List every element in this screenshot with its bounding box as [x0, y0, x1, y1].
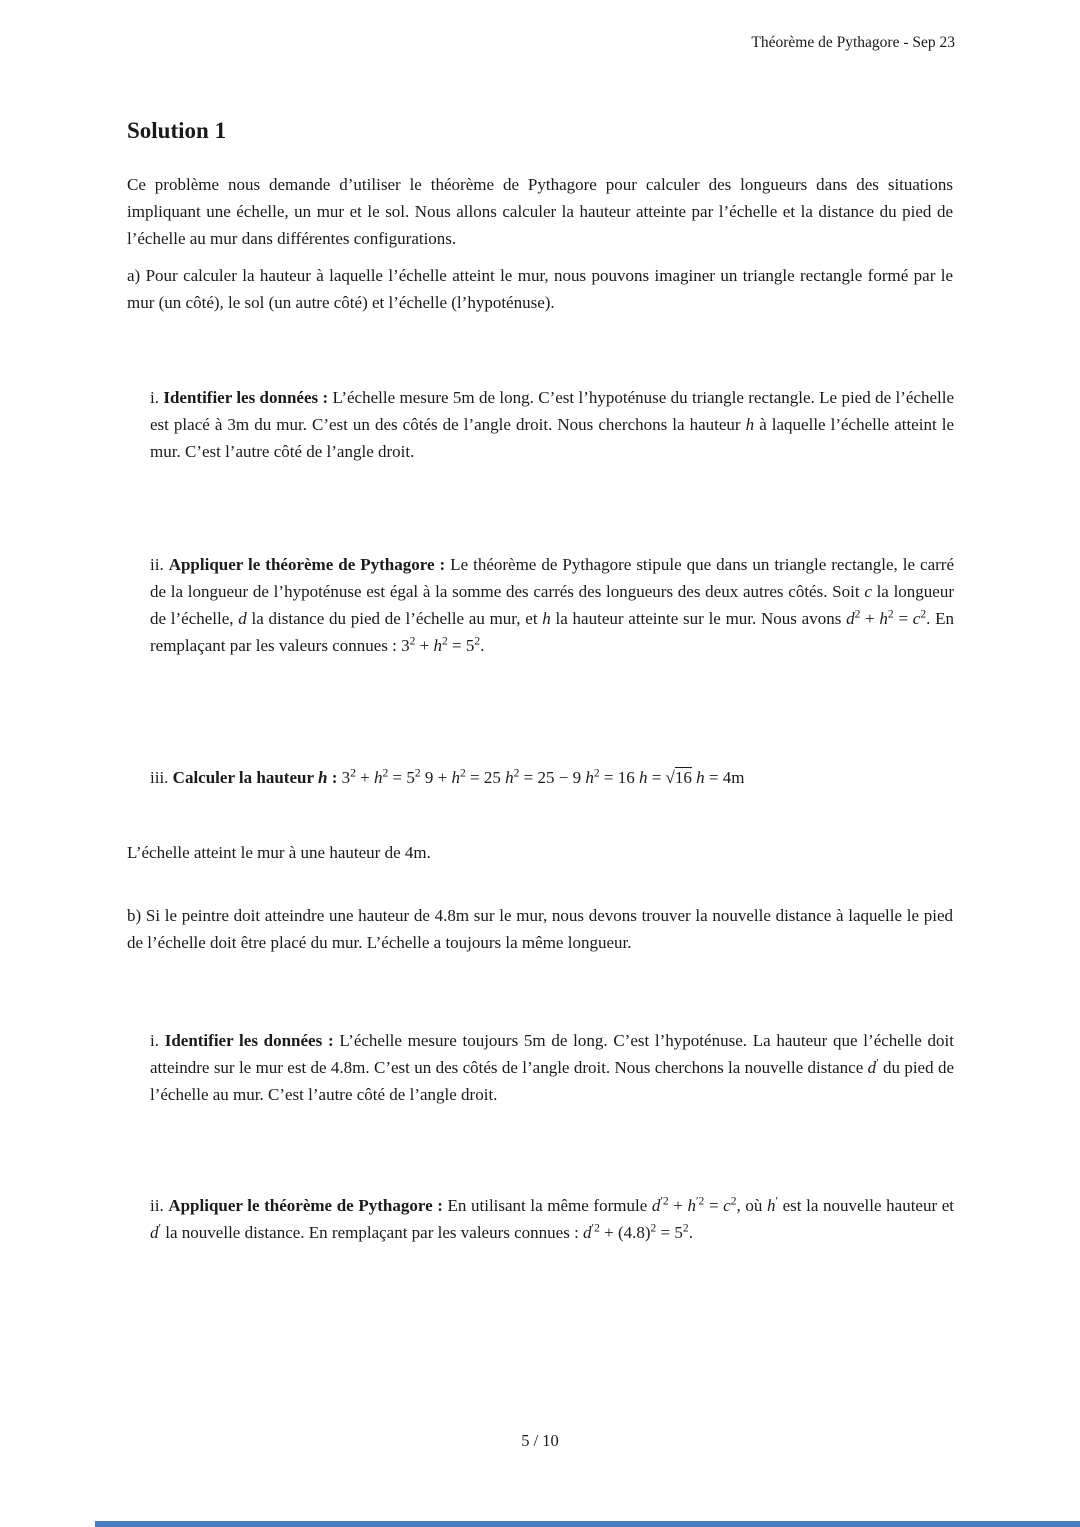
- bottom-accent-bar: [95, 1521, 1080, 1527]
- part-b-step-i: i. Identifier les données : L’échelle mesure toujours 5m de long. C’est l’hypoténuse. La hauteur que l’échelle doit atteindre sur le mur est de 4.8m. C’est un des côtés de l’angle droit. Nous cherchons la nouvelle distance d′ du pied de l’échelle au mur. C’est l’autre côté de l’angle droit.: [150, 1031, 954, 1104]
- part-a-paragraph: a) Pour calculer la hauteur à laquelle l’échelle atteint le mur, nous pouvons imaginer un triangle rectangle formé par le mur (un côté), le sol (un autre côté) et l’échelle (l’hypoténuse).: [127, 266, 953, 312]
- page-title: Solution 1: [127, 118, 227, 143]
- part-a-step-ii: ii. Appliquer le théorème de Pythagore : Le théorème de Pythagore stipule que dans un triangle rectangle, le carré de la longueur de l’hypoténuse est égal à la somme des carrés des longueurs des deux autres côtés. Soit c la longueur de l’échelle, d la distance du pied de l’échelle au mur, et h la hauteur atteinte sur le mur. Nous avons $d^2 + h^2 = c^2$. En remplaçant par les valeurs connues : $3^2 + h^2 = 5^2$.: [150, 555, 955, 655]
- page-number: 5 / 10: [521, 1431, 559, 1450]
- part-b-paragraph: b) Si le peintre doit atteindre une hauteur de 4.8m sur le mur, nous devons trouver la nouvelle distance à laquelle le pied de l’échelle doit être placé du mur. L’échelle a toujours la même longueur.: [127, 906, 953, 952]
- part-b-step-ii: ii. Appliquer le théorème de Pythagore : En utilisant la même formule $d^{'2} + h^{'2} = c^2$, où h′ est la nouvelle hauteur et d′ la nouvelle distance. En remplaçant par les valeurs connues : $d^{'2} + (4.8)^2 = 5^2$.: [150, 1194, 955, 1242]
- page-header: Théorème de Pythagore - Sep 23: [751, 34, 955, 51]
- part-a-conclusion: L’échelle atteint le mur à une hauteur de 4m.: [127, 843, 431, 862]
- part-a-step-iii: iii. Calculer la hauteur h : $3^2 + h^2 = 5^2$ $9 + h^2 = 25$ $h^2 = 25 - 9$ $h^2 = 16$ h = √16 h = 4m: [150, 766, 745, 787]
- part-a-step-i: i. Identifier les données : L’échelle mesure 5m de long. C’est l’hypoténuse du triangle rectangle. Le pied de l’échelle est placé à 3m du mur. C’est un des côtés de l’angle droit. Nous cherchons la hauteur h à laquelle l’échelle atteint le mur. C’est l’autre côté de l’angle droit.: [150, 388, 954, 461]
- intro-paragraph: Ce problème nous demande d’utiliser le théorème de Pythagore pour calculer des longueurs dans des situations impliquant une échelle, un mur et le sol. Nous allons calculer la hauteur atteinte par l’échelle et la distance du pied de l’échelle au mur dans différentes configurations.: [127, 175, 953, 248]
